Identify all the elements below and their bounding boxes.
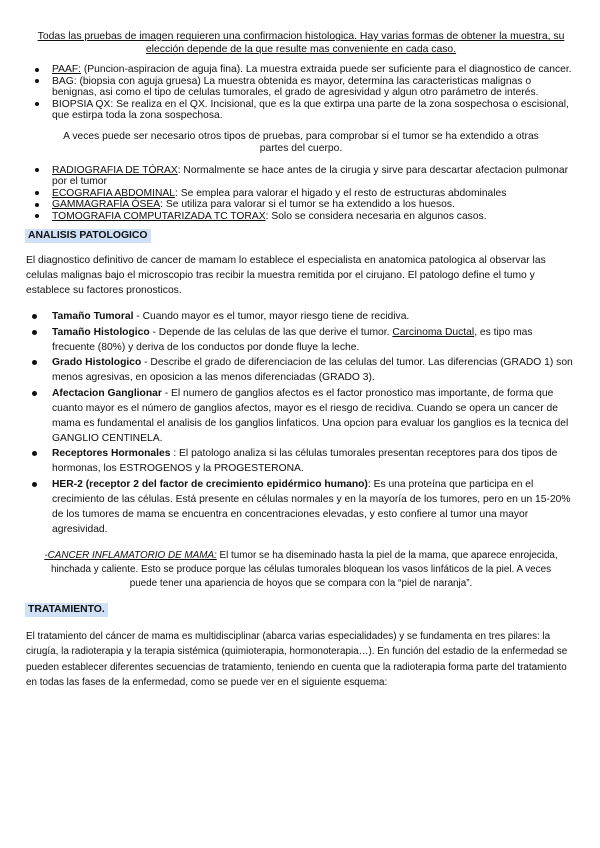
term-tomografia: TOMOGRAFIA COMPUTARIZADA TC TORAX (52, 210, 266, 222)
imaging-list (26, 165, 576, 223)
factor-term: Afectacion Ganglionar (52, 387, 162, 399)
inflamatorio-term: -CANCER INFLAMATORIO DE MAMA: (44, 549, 217, 561)
carcinoma-ductal-link[interactable]: Carcinoma Ductal (392, 326, 475, 338)
list-item (26, 199, 576, 211)
factor-text: , es tipo mas frecuente (80%) y deriva de los conductos por donde fluye la leche. (52, 326, 533, 353)
term-bag: BAG: (52, 75, 77, 87)
analisis-paragraph: El diagnostico definitivo de cancer de mamam lo establece el especialista en anatomica patologica al observar las celulas malignas bajo el microscopio tras recibir la muestra remitida por el cirujano. El patologo define el tumo y establece su factores pronosticos. (26, 255, 546, 296)
document-page (26, 30, 576, 691)
term-radiografia: RADIOGRAFIA DE TÓRAX (52, 164, 178, 176)
factor-text: - Describe el grado de diferenciacion de las celulas del tumor. Las diferencias (GRADO 1) son menos agresivas, en oposicion a las menos diferenciadas (GRADO 3). (52, 357, 573, 383)
list-item (26, 477, 576, 537)
item-text: : Se utiliza para valorar si el tumor se ha extendido a los huesos. (160, 199, 455, 210)
cancer-inflamatorio-note (44, 549, 558, 591)
list-item (26, 64, 576, 76)
intro-paragraph: Todas las pruebas de imagen requieren una confirmacion histologica. Hay varias formas de obtener la muestra, su elección depende de la que resulte mas conveniente en cada caso. (37, 31, 565, 55)
item-text: (Puncion-aspiracion de aguja fina). La muestra extraida puede ser suficiente para el diagnostico de cancer. (81, 64, 572, 75)
list-item (26, 76, 576, 99)
list-item (26, 309, 576, 324)
factor-text: - Depende de las celulas de las que derive el tumor. (149, 326, 393, 338)
item-text: (biopsia con aguja gruesa) La muestra obtenida es mayor, determina las caracteristicas malignas o benignas, asi como el tipo de celulas tumorales, el grado de agresividad y algun otro parámetro de interés. (52, 75, 539, 98)
factor-text: - El numero de ganglios afectos es el factor pronostico mas importante, de forma que cuanto mayor es el número de ganglios afectos, mayor es el riesgo de recidiva. Cuando se opera un cancer de mama es fundamental el analisis de los ganglios linfaticos. Una opcion para evaluar los ganglios es la tecnica del GANGLIO CENTINELA. (52, 387, 569, 444)
list-item (26, 165, 576, 188)
tratamiento-paragraph: El tratamiento del cáncer de mama es multidisciplinar (abarca varias especialidades) y se fundamenta en tres pilares: la cirugía, la radioterapia y la terapia sistémica (quimioterapia, hormonoterapia…). En función del estadio de la enfermedad se pueden establecer diferentes secuencias de tratamiento, teniendo en cuenta que la radioterapia forma parte del tratamiento en todas las fases de la enfermedad, como se puede ver en el siguiente esquema: (26, 630, 568, 688)
term-biopsia-qx: BIOPSIA QX: (52, 98, 114, 110)
list-item (26, 99, 576, 122)
item-text: : Normalmente se hace antes de la cirugia y sirve para descartar afectacion pulmonar por el tumor (52, 164, 569, 187)
prognostic-factors-list (26, 309, 576, 537)
other-tests-note: A veces puede ser necesario otros tipos de pruebas, para comprobar si el tumor se ha extendido a otras partes del cuerpo. (63, 130, 539, 154)
heading-tratamiento: TRATAMIENTO. (25, 603, 108, 617)
term-paaf: PAAF: (52, 64, 81, 75)
list-item (26, 188, 576, 200)
item-text: : Se emplea para valorar el higado y el resto de estructuras abdominales (175, 187, 507, 199)
heading-analisis-patologico: ANALISIS PATOLOGICO (25, 229, 151, 243)
factor-term: Receptores Hormonales (52, 448, 171, 459)
factor-term: Tamaño Histologico (52, 326, 150, 338)
factor-term: Tamaño Tumoral (52, 311, 134, 322)
list-item (26, 386, 576, 446)
term-gammagrafia: GAMMAGRAFÍA ÓSEA (52, 199, 161, 210)
inflamatorio-text: El tumor se ha diseminado hasta la piel de la mama, que aparece enrojecida, hinchada y caliente. Esto se produce porque las células tumorales bloquean los vasos linfáticos de la piel. A veces puede tener una apariencia de hoyos que se compara con la “piel de naranja”. (50, 549, 558, 589)
list-item (26, 446, 576, 476)
factor-term: Grado Histologico (52, 357, 142, 368)
factor-term: HER-2 (receptor 2 del factor de crecimiento epidérmico humano) (52, 478, 368, 490)
list-item (26, 325, 576, 355)
item-text: : Solo se considera necesaria en algunos casos. (265, 210, 487, 222)
factor-text: : Es una proteína que participa en el crecimiento de las células. Está presente en células normales y en la mayoría de los tumores, pero en un 15-20% de los tumores de mama se encuentra en concentraciones elevadas, y esto confiere al tumor una mayor agresividad. (52, 478, 571, 535)
item-text: Se realiza en el QX. Incisional, que es la que extirpa una parte de la zona sospechosa o escisional, que estirpa toda la zona sospechosa. (52, 98, 569, 121)
biopsy-list (26, 64, 576, 122)
factor-text: : El patologo analiza si las células tumorales presentan receptores para dos tipos de hormonas, los ESTROGENOS y la PROGESTERONA. (52, 448, 558, 474)
factor-text: - Cuando mayor es el tumor, mayor riesgo tiene de recidiva. (133, 311, 410, 322)
list-item (26, 211, 576, 223)
term-ecografia: ECOGRAFIA ABDOMINAL (52, 187, 176, 199)
list-item (26, 355, 576, 385)
